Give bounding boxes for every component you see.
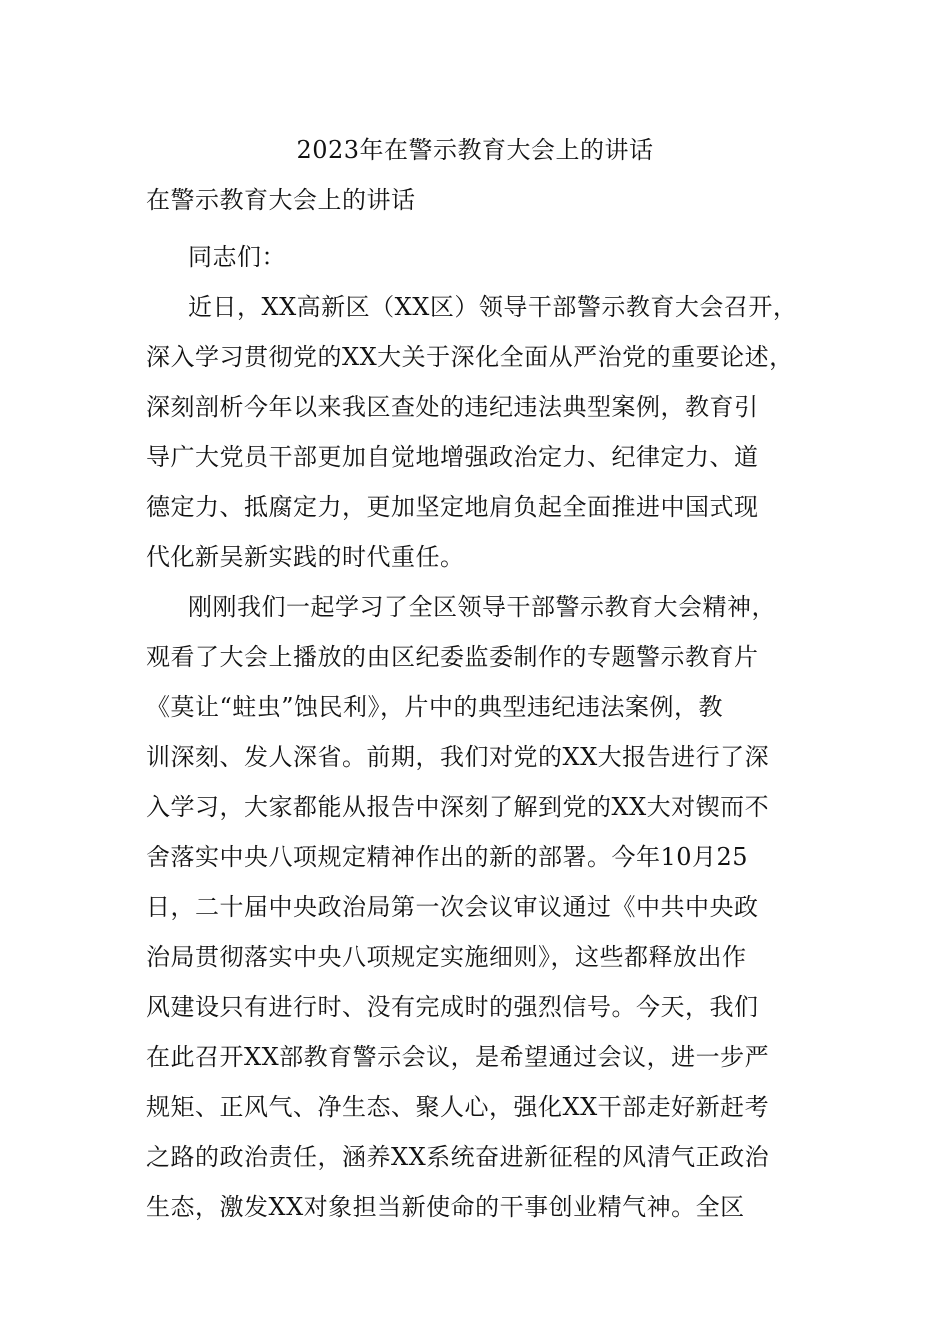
body-line: 观看了大会上播放的由区纪委监委制作的专题警示教育片 xyxy=(146,643,759,671)
body-line: 风建设只有进行时、没有完成时的强烈信号。今天，我们 xyxy=(146,993,759,1021)
body-line: 日，二十届中央政治局第一次会议审议通过《中共中央政 xyxy=(146,893,759,921)
document-subtitle: 在警示教育大会上的讲话 xyxy=(146,186,416,214)
body-line: 深入学习贯彻党的XX大关于深化全面从严治党的重要论述， xyxy=(146,343,794,371)
body-line: 规矩、正风气、净生态、聚人心，强化XX干部走好新赶考 xyxy=(146,1093,770,1121)
body-line: 在此召开XX部教育警示会议，是希望通过会议，进一步严 xyxy=(146,1043,770,1071)
body-line: 代化新吴新实践的时代重任。 xyxy=(146,543,465,571)
body-line: 深刻剖析今年以来我区查处的违纪违法典型案例，教育引 xyxy=(146,393,759,421)
body-line: 近日，XX高新区（XX区）领导干部警示教育大会召开， xyxy=(188,293,798,321)
body-line: 入学习，大家都能从报告中深刻了解到党的XX大对锲而不 xyxy=(146,793,770,821)
document-body xyxy=(146,232,816,1232)
body-line: 导广大党员干部更加自觉地增强政治定力、纪律定力、道 xyxy=(146,443,759,471)
document-title: 2023年在警示教育大会上的讲话 xyxy=(296,136,654,164)
body-line: 刚刚我们一起学习了全区领导干部警示教育大会精神， xyxy=(188,593,776,621)
body-line: 舍落实中央八项规定精神作出的新的部署。今年10月25 xyxy=(146,843,749,871)
body-line: 德定力、抵腐定力，更加坚定地肩负起全面推进中国式现 xyxy=(146,493,759,521)
body-line: 《莫让“蛀虫”蚀民利》，片中的典型违纪违法案例，教 xyxy=(146,693,724,721)
body-line: 之路的政治责任，涵养XX系统奋进新征程的风清气正政治 xyxy=(146,1143,770,1171)
body-line: 训深刻、发人深省。前期，我们对党的XX大报告进行了深 xyxy=(146,743,770,771)
body-line: 生态，激发XX对象担当新使命的干事创业精气神。全区 xyxy=(146,1193,745,1221)
body-line: 治局贯彻落实中央八项规定实施细则》，这些都释放出作 xyxy=(146,943,747,971)
body-line: 同志们： xyxy=(188,243,286,271)
